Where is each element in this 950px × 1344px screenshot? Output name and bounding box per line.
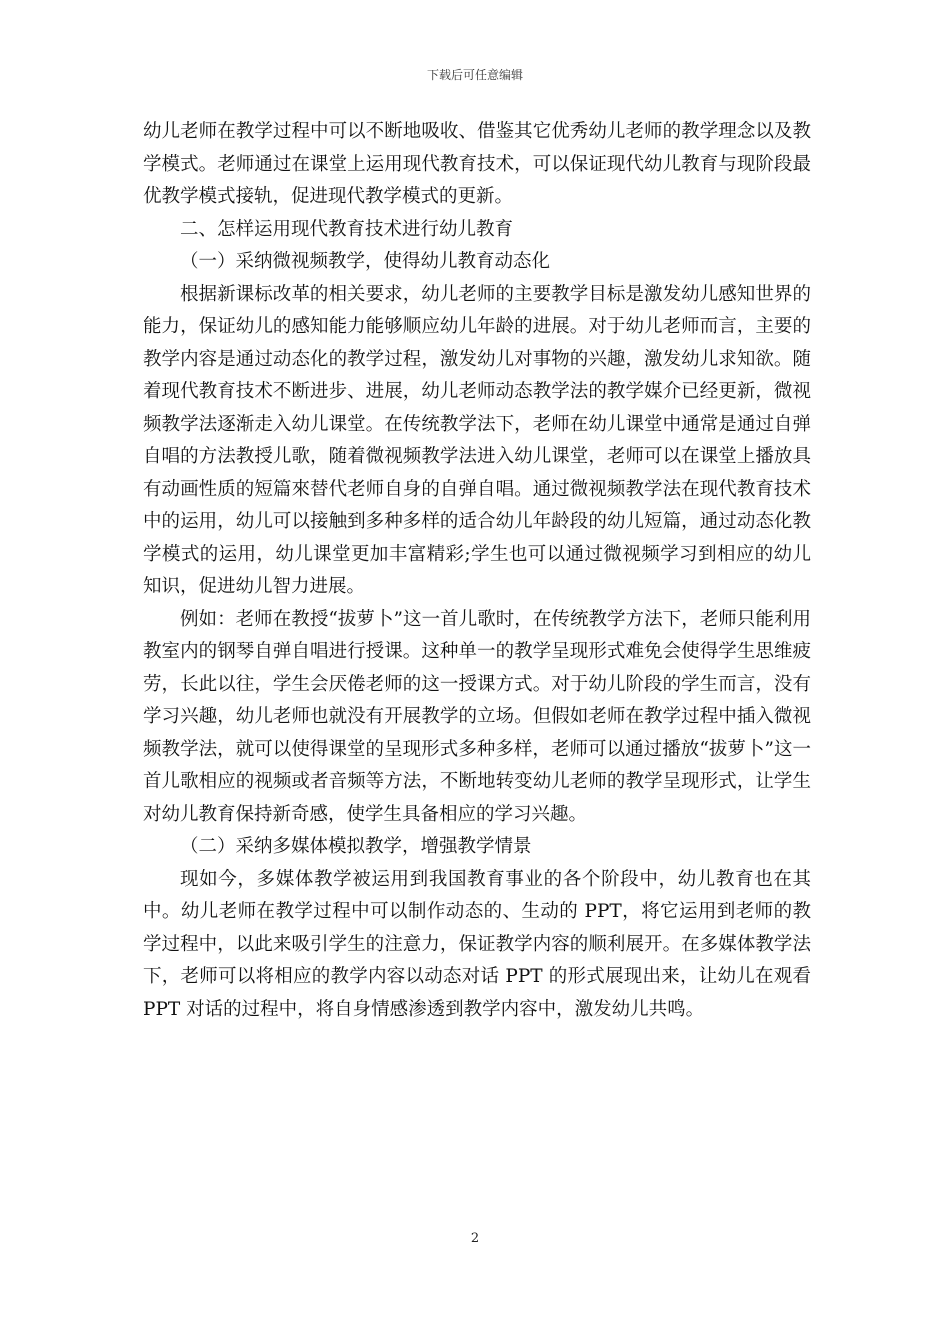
- section-heading: 二、怎样运用现代教育技术进行幼儿教育: [180, 218, 514, 240]
- page-header: 下载后可任意编辑: [426, 68, 523, 82]
- paragraph-body-2: 现如今，多媒体教学被运用到我国教育事业的各个阶段中，幼儿教育也在其中。幼儿老师在教学过程中可以制作动态的、生动的 PPT，将它运用到老师的教学过程中，以此来吸引学生的注意力，保证教学内容的顺利展开。在多媒体教学法下，老师可以将相应的教学内容以动态对话 PPT 的形式展现出来，让幼儿在观看 PPT 对话的过程中，将自身情感渗透到教学内容中，激发幼儿共鸣。: [143, 868, 811, 1020]
- paragraph-body-1: 根据新课标改革的相关要求，幼儿老师的主要教学目标是激发幼儿感知世界的能力，保证幼儿的感知能力能够顺应幼儿年龄的进展。对于幼儿老师而言，主要的教学内容是通过动态化的教学过程，激发幼儿对事物的兴趣，激发幼儿求知欲。随着现代教育技术不断进步、进展，幼儿老师动态教学法的教学媒介已经更新，微视频教学法逐渐走入幼儿课堂。在传统教学法下，老师在幼儿课堂中通常是通过自弹自唱的方法教授儿歌，随着微视频教学法进入幼儿课堂，老师可以在课堂上播放具有动画性质的短篇來替代老师自身的自弹自唱。通过微视频教学法在现代教育技术中的运用，幼儿可以接触到多种多样的适合幼儿年龄段的幼儿短篇，通过动态化教学模式的运用，幼儿课堂更加丰富精彩;学生也可以通过微视频学习到相应的幼儿知识，促进幼儿智力进展。: [143, 283, 811, 597]
- subsection-heading-2: （二）采纳多媒体模拟教学，增强教学情景: [180, 836, 532, 857]
- paragraph-example: 例如：老师在教授“拔萝卜”这一首儿歌时，在传统教学方法下，老师只能利用教室内的钢琴自弹自唱进行授课。这种单一的教学呈现形式难免会使得学生思维疲劳，长此以往，学生会厌倦老师的这一授课方式。对于幼儿阶段的学生而言，没有学习兴趣，幼儿老师也就没有开展教学的立场。但假如老师在教学过程中插入微视频教学法，就可以使得课堂的呈现形式多种多样，老师可以通过播放“拔萝卜”这一首儿歌相应的视频或者音频等方法，不断地转变幼儿老师的教学呈现形式，让学生对幼儿教育保持新奇感，使学生具备相应的学习兴趣。: [143, 608, 811, 825]
- paragraph-continuation: 幼儿老师在教学过程中可以不断地吸收、借鉴其它优秀幼儿老师的教学理念以及教学模式。老师通过在课堂上运用现代教育技术，可以保证现代幼儿教育与现阶段最优教学模式接轨，促进现代教学模式的更新。: [143, 121, 811, 207]
- subsection-heading-1: （一）采纳微视频教学，使得幼儿教育动态化: [180, 251, 551, 272]
- document-body: [143, 116, 811, 1026]
- page-number: 2: [470, 1231, 480, 1246]
